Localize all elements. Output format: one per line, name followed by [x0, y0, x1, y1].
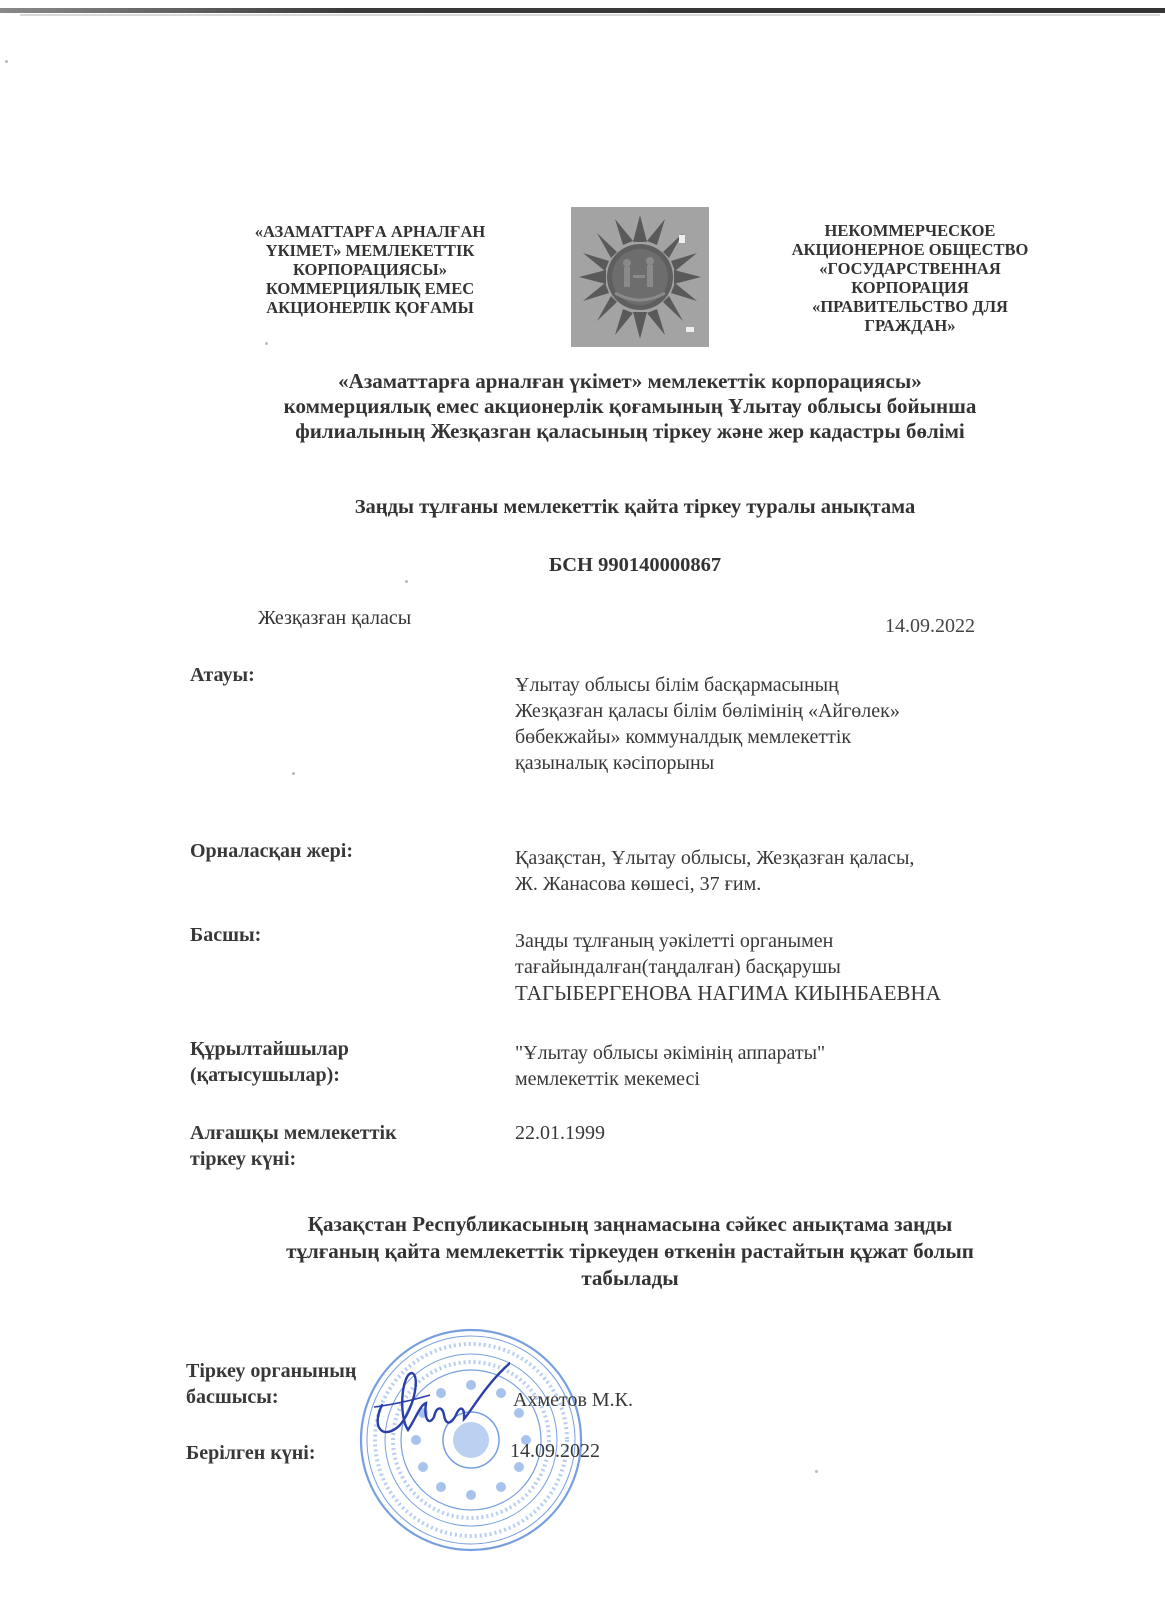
scan-speck [5, 60, 8, 63]
issuer-line: филиалының Жезқазган қаласының тіркеу және жер кадастры бөлімі [295, 419, 965, 443]
issuer-block [180, 369, 1080, 444]
signatory-label-line: Тіркеу органының [186, 1360, 357, 1382]
issuer-line: коммерциялық емес акционерлік қоғамының Ұлытау облысы бойынша [283, 394, 977, 418]
field-label-name [190, 662, 255, 688]
document-date: 14.09.2022 [885, 615, 975, 637]
issued-date: 14.09.2022 [510, 1440, 600, 1462]
field-value-line: бөбекжайы» коммуналдық мемлекеттік [515, 726, 852, 748]
field-value-founders [515, 1040, 825, 1092]
header-org-kz-line: «АЗАМАТТАРҒА АРНАЛҒАН [254, 222, 486, 241]
field-label-line: Орналасқан жері: [190, 840, 353, 862]
field-label-line: Атауы: [190, 664, 255, 686]
field-value-line: 22.01.1999 [515, 1122, 605, 1144]
signatory-label-line: басшысы: [186, 1386, 279, 1408]
field-label-line: Құрылтайшылар [190, 1038, 349, 1060]
field-value-first-registration [515, 1120, 605, 1146]
field-value-location [515, 845, 914, 897]
scan-speck [405, 580, 408, 583]
scan-top-edge-shadow [20, 14, 1160, 16]
field-label-head [190, 922, 261, 948]
field-label-location [190, 838, 353, 864]
field-value-line: Ж. Жанасова көшесі, 37 ғим. [515, 873, 762, 895]
scan-speck [292, 772, 295, 775]
header-org-ru-line: ГРАЖДАН» [864, 316, 956, 335]
field-value-line: ТАГЫБЕРГЕНОВА НАГИМА КИЫНБАЕВНА [515, 981, 941, 1005]
header-org-kz-line: ҮКІМЕТ» МЕМЛЕКЕТТІК [265, 241, 475, 260]
place-of-issue: Жезқазған қаласы [258, 607, 412, 629]
handwritten-signature [360, 1345, 510, 1445]
header-org-kz-line: КОММЕРЦИЯЛЫҚ ЕМЕС [265, 279, 475, 298]
header-org-ru-line: «ПРАВИТЕЛЬСТВО ДЛЯ [812, 297, 1008, 316]
header-org-ru-line: «ГОСУДАРСТВЕННАЯ [819, 259, 1001, 278]
field-value-line: тағайындалған(таңдалған) басқарушы [515, 956, 841, 978]
field-value-line: Қазақстан, Ұлытау облысы, Жезқазған қаласы, [515, 847, 915, 869]
signatory-label [186, 1358, 356, 1410]
field-value-line: мемлекеттік мекемесі [515, 1068, 700, 1090]
header-org-kz-line: АКЦИОНЕРЛІК ҚОҒАМЫ [266, 298, 474, 317]
scan-top-edge [0, 8, 1165, 13]
field-value-name [515, 672, 900, 776]
closing-statement [190, 1211, 1070, 1292]
field-value-line: Жезқазған қаласы білім бөлімінің «Айгөлек» [515, 700, 900, 722]
header-org-ru-line: КОРПОРАЦИЯ [851, 278, 969, 297]
field-label-line: тіркеу күні: [190, 1148, 297, 1170]
bsn-number: БСН 990140000867 [548, 554, 722, 576]
header-org-ru-line: НЕКОММЕРЧЕСКОЕ [824, 221, 996, 240]
closing-line: табылады [581, 1266, 679, 1290]
header-org-ru-line: АКЦИОНЕРНОЕ ОБЩЕСТВО [791, 240, 1029, 259]
header-org-ru [765, 221, 1055, 335]
header-org-kz-line: КОРПОРАЦИЯСЫ» [293, 260, 447, 279]
field-label-line: Басшы: [190, 924, 262, 946]
issued-date-label: Берілген күні: [186, 1442, 316, 1464]
sun-emblem-icon [571, 207, 709, 347]
field-value-line: Заңды тұлғаның уәкілетті органымен [515, 930, 834, 952]
field-value-head [515, 928, 941, 1006]
field-value-line: Ұлытау облысы білім басқармасының [515, 674, 839, 696]
field-label-line: Алғашқы мемлекеттік [190, 1122, 397, 1144]
scan-speck [265, 342, 268, 345]
issuer-line: «Азаматтарға арналған үкімет» мемлекеттік корпорациясы» [338, 369, 922, 393]
document-title: Заңды тұлғаны мемлекеттік қайта тіркеу туралы анықтама [354, 496, 916, 518]
field-label-founders [190, 1036, 349, 1088]
field-label-line: (қатысушылар): [190, 1064, 340, 1086]
field-label-first-registration [190, 1120, 397, 1172]
header-org-kz [220, 222, 520, 317]
field-value-line: қазыналық кәсіпорыны [515, 752, 715, 774]
closing-line: тұлғаның қайта мемлекеттік тіркеуден өткенін растайтын құжат болып [286, 1239, 974, 1263]
signatory-name: Ахметов М.К. [513, 1389, 634, 1411]
scan-speck [815, 1470, 818, 1473]
closing-line: Қазақстан Республикасының заңнамасына сәйкес анықтама заңды [307, 1212, 953, 1236]
field-value-line: "Ұлытау облысы әкімінің аппараты" [515, 1042, 826, 1064]
